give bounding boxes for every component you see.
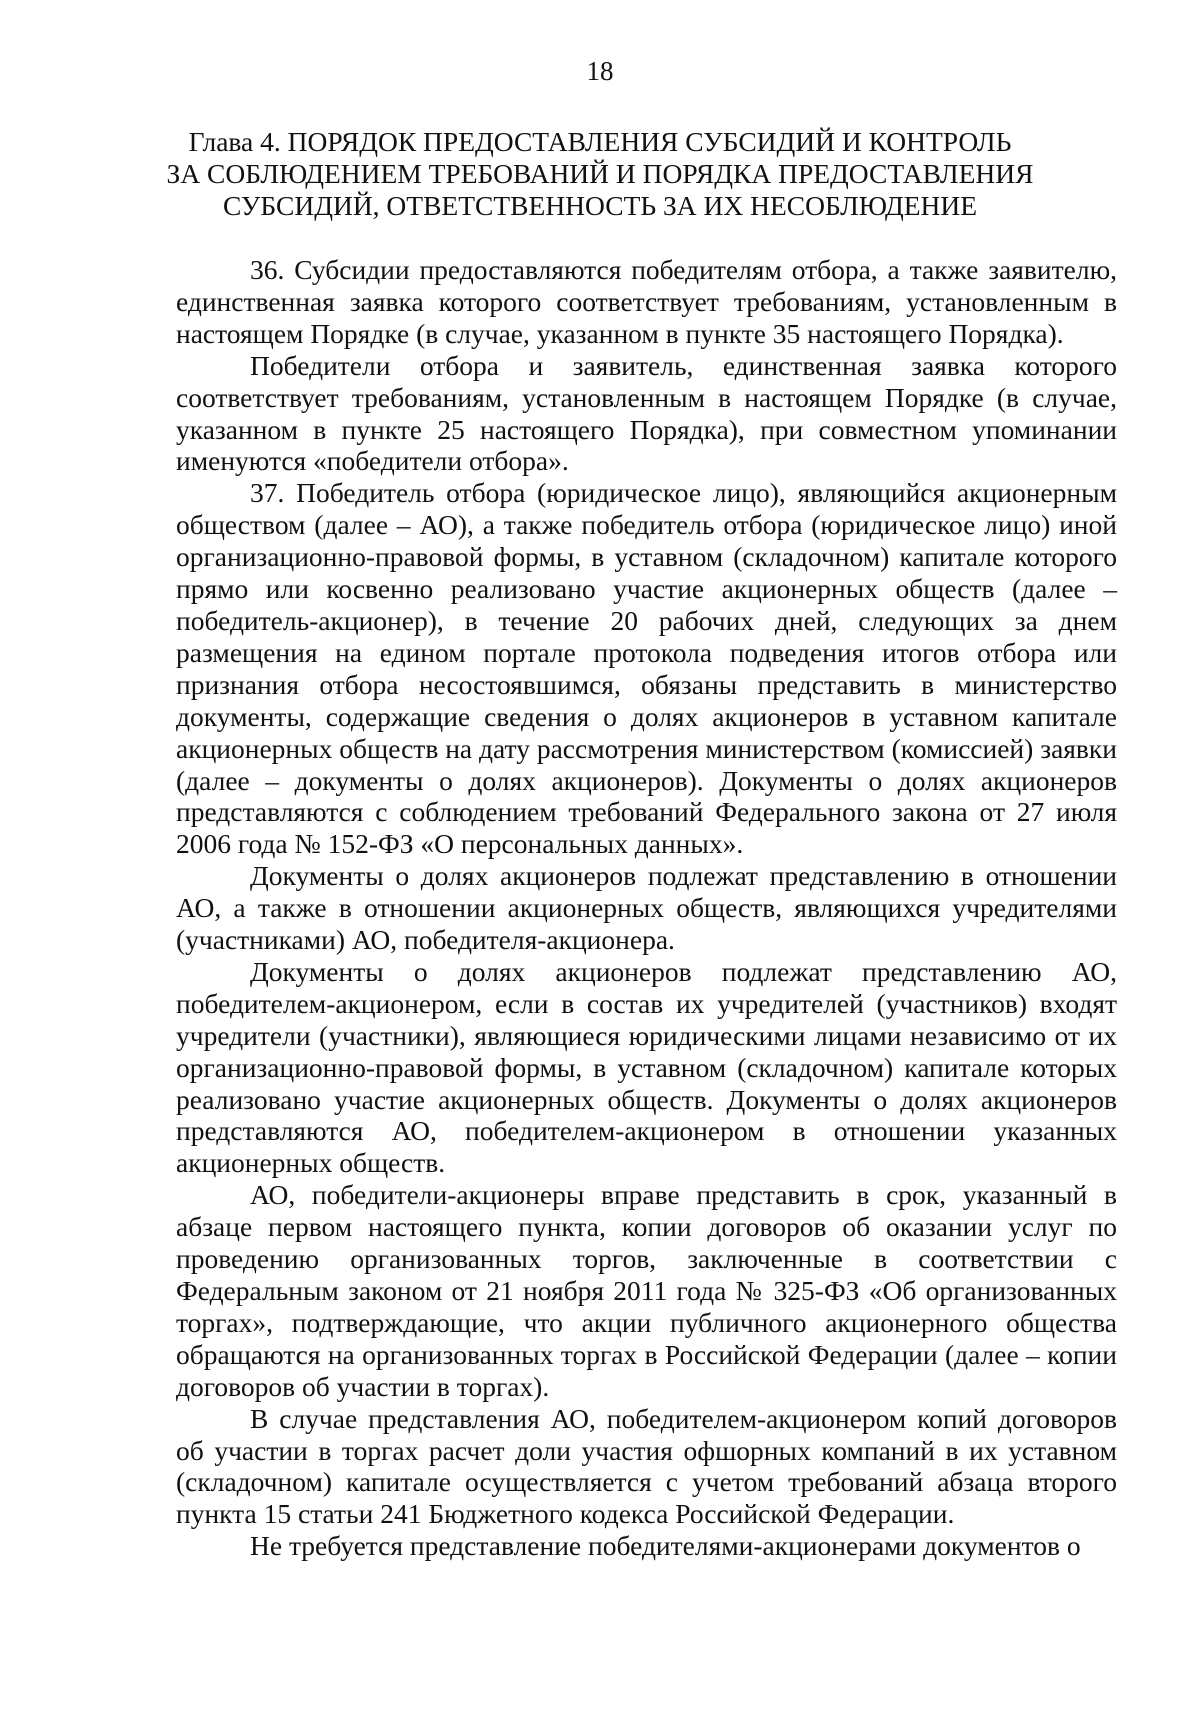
paragraph-founders-documents: Документы о долях акционеров подлежат представлению АО, победителем-акционером, если в состав их учредителей (участников) входят учредители (участники), являющиеся юридическими лицами независимо от их организационно-правовой формы, в уставном (складочном) капитале которых реализовано участие акционерных обществ. Документы о долях акционеров представляются АО, победителем-акционером в отношении указанных акционерных обществ.: [176, 955, 1117, 1179]
paragraph-winners-definition: Победители отбора и заявитель, единственная заявка которого соответствует требованиям, установленным в настоящем Порядке (в случае, указанном в пункте 25 настоящего Порядка), при совместном упоминании именуются «победители отбора».: [176, 349, 1117, 477]
body-text: [176, 254, 1117, 1562]
paragraph-36: 36. Субсидии предоставляются победителям отбора, а также заявителю, единственная заявка которого соответствует требованиям, установленным в настоящем Порядке (в случае, указанном в пункте 35 настоящего Порядка).: [176, 254, 1117, 349]
paragraph-shareholder-documents: Документы о долях акционеров подлежат представлению в отношении АО, а также в отношении акционерных обществ, являющихся учредителями (участниками) АО, победителя-акционера.: [176, 860, 1117, 956]
chapter-title: [150, 126, 1050, 222]
chapter-title-line: СУБСИДИЙ, ОТВЕТСТВЕННОСТЬ ЗА ИХ НЕСОБЛЮДЕНИЕ: [222, 190, 978, 221]
paragraph-not-required: Не требуется представление победителями-акционерами документов о: [250, 1530, 1081, 1562]
chapter-title-line: Глава 4. ПОРЯДОК ПРЕДОСТАВЛЕНИЯ СУБСИДИЙ И КОНТРОЛЬ: [188, 126, 1012, 157]
paragraph-37: 37. Победитель отбора (юридическое лицо), являющийся акционерным обществом (далее – АО), а также победитель отбора (юридическое лицо) иной организационно-правовой формы, в уставном (складочном) капитале которого прямо или косвенно реализовано участие акционерных обществ (далее – победитель-акционер), в течение 20 рабочих дней, следующих за днем размещения на едином портале протокола подведения итогов отбора или признания отбора несостоявшимся, обязаны представить в министерство документы, содержащие сведения о долях акционеров в уставном капитале акционерных обществ на дату рассмотрения министерством (комиссией) заявки (далее – документы о долях акционеров). Документы о долях акционеров представляются с соблюдением требований Федерального закона от 27 июля 2006 года № 152-ФЗ «О персональных данных».: [176, 477, 1117, 860]
paragraph-offshore-share: В случае представления АО, победителем-акционером копий договоров об участии в торгах расчет доли участия офшорных компаний в их уставном (складочном) капитале осуществляется с учетом требований абзаца второго пункта 15 статьи 241 Бюджетного кодекса Российской Федерации.: [176, 1402, 1117, 1530]
chapter-title-line: ЗА СОБЛЮДЕНИЕМ ТРЕБОВАНИЙ И ПОРЯДКА ПРЕДОСТАВЛЕНИЯ: [166, 158, 1034, 189]
paragraph-trading-contracts: АО, победители-акционеры вправе представить в срок, указанный в абзаце первом настоящего пункта, копии договоров об оказании услуг по проведению организованных торгов, заключенные в соответствии с Федеральным законом от 21 ноября 2011 года № 325-ФЗ «Об организованных торгах», подтверждающие, что акции публичного акционерного общества обращаются на организованных торгах в Российской Федерации (далее – копии договоров об участии в торгах).: [176, 1179, 1117, 1402]
page-number: 18: [586, 56, 614, 86]
